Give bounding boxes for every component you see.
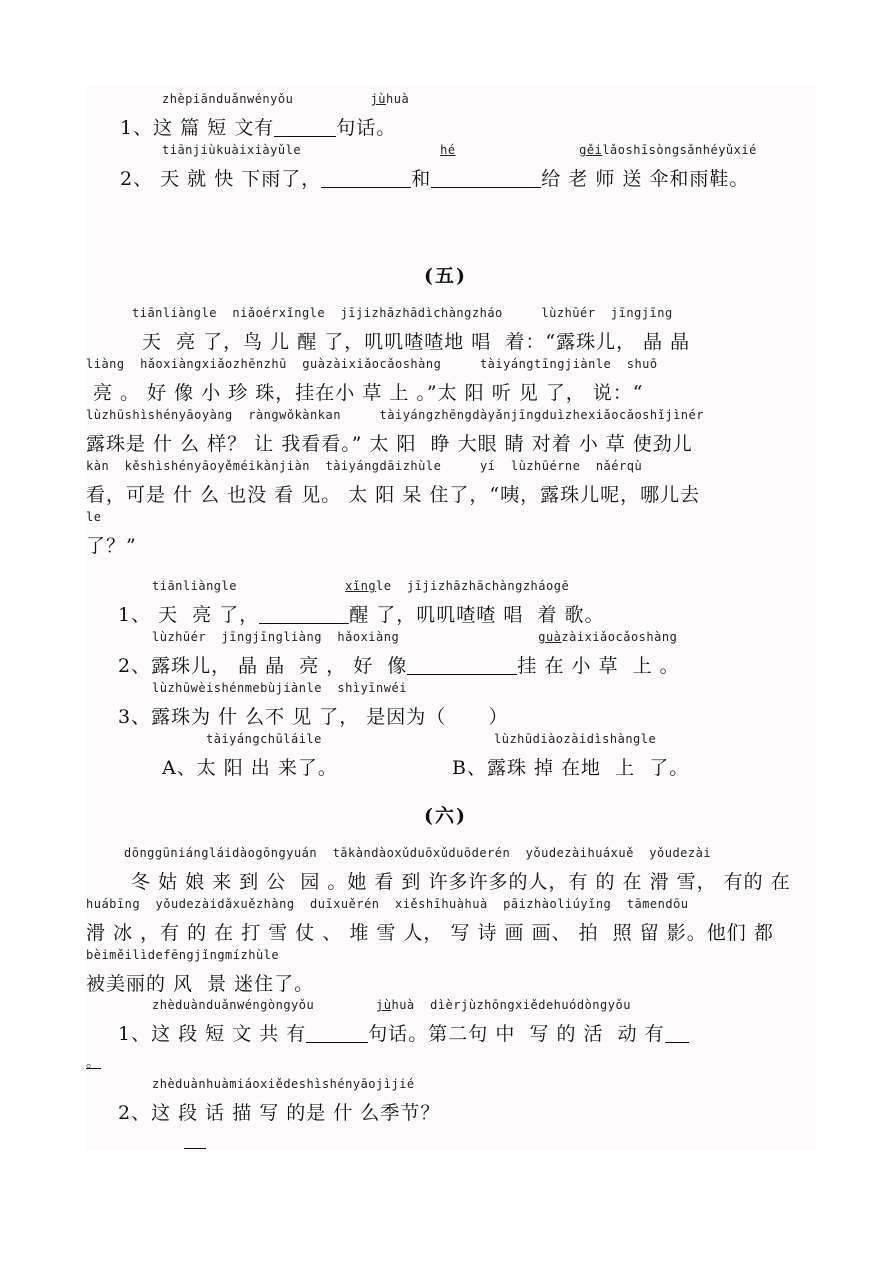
pinyin-line: lùzhūwèishénmebùjiànle shìyīnwéi bbox=[152, 681, 407, 695]
answer-blank[interactable] bbox=[274, 117, 336, 137]
passage-line: 被美丽的 风 景 迷住了。 bbox=[86, 973, 315, 995]
pinyin-line: tiānliàngle niǎoérxǐngle jījizhāzhādìchàngzháo lùzhūér jīngjīng bbox=[132, 306, 673, 320]
pinyin-line: tiānjiùkuàixiàyǔle hé gěilǎoshīsòngsǎnhéyǔxié bbox=[162, 143, 757, 157]
pinyin-line: huábīng yǒudezàidǎxuězhàng duīxuěrén xiěshīhuàhuà pāizhàoliúyǐng tāmendōu bbox=[86, 897, 689, 911]
pinyin-line: tiānliàngle xǐngle jījizhāzhāchàngzháogē bbox=[152, 579, 570, 593]
pinyin-line: zhèduànhuàmiáoxiědeshìshényāojìjié bbox=[152, 1077, 415, 1091]
passage-line: 天 亮 了，鸟 儿 醒 了，叽叽喳喳地 唱 着：“露珠儿， 晶 晶 bbox=[142, 331, 691, 353]
passage-line: 露珠是 什 么 样？ 让 我看看。” 太 阳 睁 大眼 睛 对着 小 草 使劲儿 bbox=[86, 433, 693, 455]
pinyin-line: tàiyángchūláile bbox=[206, 732, 322, 746]
option-b[interactable]: B、露珠 掉 在地 上 了。 bbox=[452, 757, 690, 779]
continuation-mark: 。 bbox=[86, 1055, 101, 1071]
passage-line: 滑 冰 ，有 的 在 打 雪 仗 、 堆 雪 人， 写 诗 画 画、 拍 照 留 影。他们 都 bbox=[86, 922, 774, 944]
passage-line: 冬 姑 娘 来 到 公 园 。她 看 到 许多许多的人，有 的 在 滑 雪， 有的 在 bbox=[124, 871, 791, 893]
pinyin-line: lùzhūshìshényāoyàng ràngwǒkànkan tàiyángzhēngdàyǎnjīngduìzhexiǎocǎoshǐjìnér bbox=[86, 408, 704, 422]
section-title: (五) bbox=[424, 265, 467, 287]
pinyin-line: zhèpiānduǎnwényǒu jùhuà bbox=[162, 92, 410, 106]
passage-line: 亮 。 好 像 小 珍 珠，挂在小 草 上 。”太 阳 听 见 了， 说：“ bbox=[86, 382, 644, 404]
answer-blank[interactable] bbox=[306, 1023, 368, 1043]
question-1: 1、 天 亮 了， 醒 了，叽叽喳喳 唱 着 歌。 bbox=[118, 604, 605, 626]
pinyin-line: liàng hǎoxiàngxiǎozhēnzhū guàzàixiǎocǎoshàng tàiyángtīngjiànle shuō bbox=[86, 357, 658, 371]
answer-blank[interactable] bbox=[259, 604, 349, 624]
passage-line: 看，可是 什 么 也没 看 见。 太 阳 呆 住了，“咦，露珠儿呢，哪儿去 bbox=[86, 484, 701, 506]
answer-blank[interactable] bbox=[321, 168, 411, 188]
pinyin-line: zhèduànduǎnwéngòngyǒu jùhuà dìèrjùzhōngxiědehuódòngyǒu bbox=[152, 998, 631, 1012]
question-1: 1、这 段 短 文 共 有 句话。第二句 中 写 的 活 动 有 bbox=[118, 1019, 689, 1046]
pinyin-line: kàn kěshìshényāoyěméikànjiàn tàiyángdāizhùle yí lùzhūérne nǎérqù bbox=[86, 459, 643, 473]
question-2: 2、这 段 话 描 写 的是 什 么季节？ bbox=[118, 1102, 441, 1124]
pinyin-line: dōnggūniángláidàogōngyuán tākàndàoxǔduōxǔduōderén yǒudezàihuáxuě yǒudezài bbox=[124, 846, 712, 860]
passage-line: 了？” bbox=[86, 535, 137, 557]
pinyin-line: le bbox=[86, 510, 102, 524]
answer-blank[interactable] bbox=[665, 1023, 689, 1043]
question-1: 1、这 篇 短 文有 句话。 bbox=[120, 117, 397, 139]
answer-blank[interactable] bbox=[431, 168, 541, 188]
pinyin-line: lùzhūér jīngjīngliàng hǎoxiàng guàzàixiǎocǎoshàng bbox=[152, 630, 678, 644]
answer-blank[interactable] bbox=[184, 1148, 206, 1149]
pinyin-line: bèiměilìdefēngjǐngmízhùle bbox=[86, 948, 280, 962]
question-3: 3、露珠为 什 么不 见 了， 是因为（ ） bbox=[118, 706, 509, 728]
question-2: 2、露珠儿， 晶 晶 亮 ， 好 像 挂 在 小 草 上 。 bbox=[118, 655, 680, 677]
question-2: 2、 天 就 快 下雨了， 和 给 老 师 送 伞和雨鞋。 bbox=[120, 168, 750, 190]
pinyin-line: lùzhūdiàozàidìshàngle bbox=[494, 732, 657, 746]
answer-blank[interactable] bbox=[407, 655, 517, 675]
section-title: (六) bbox=[424, 805, 467, 827]
option-a[interactable]: A、太 阳 出 来了。 bbox=[162, 757, 338, 779]
